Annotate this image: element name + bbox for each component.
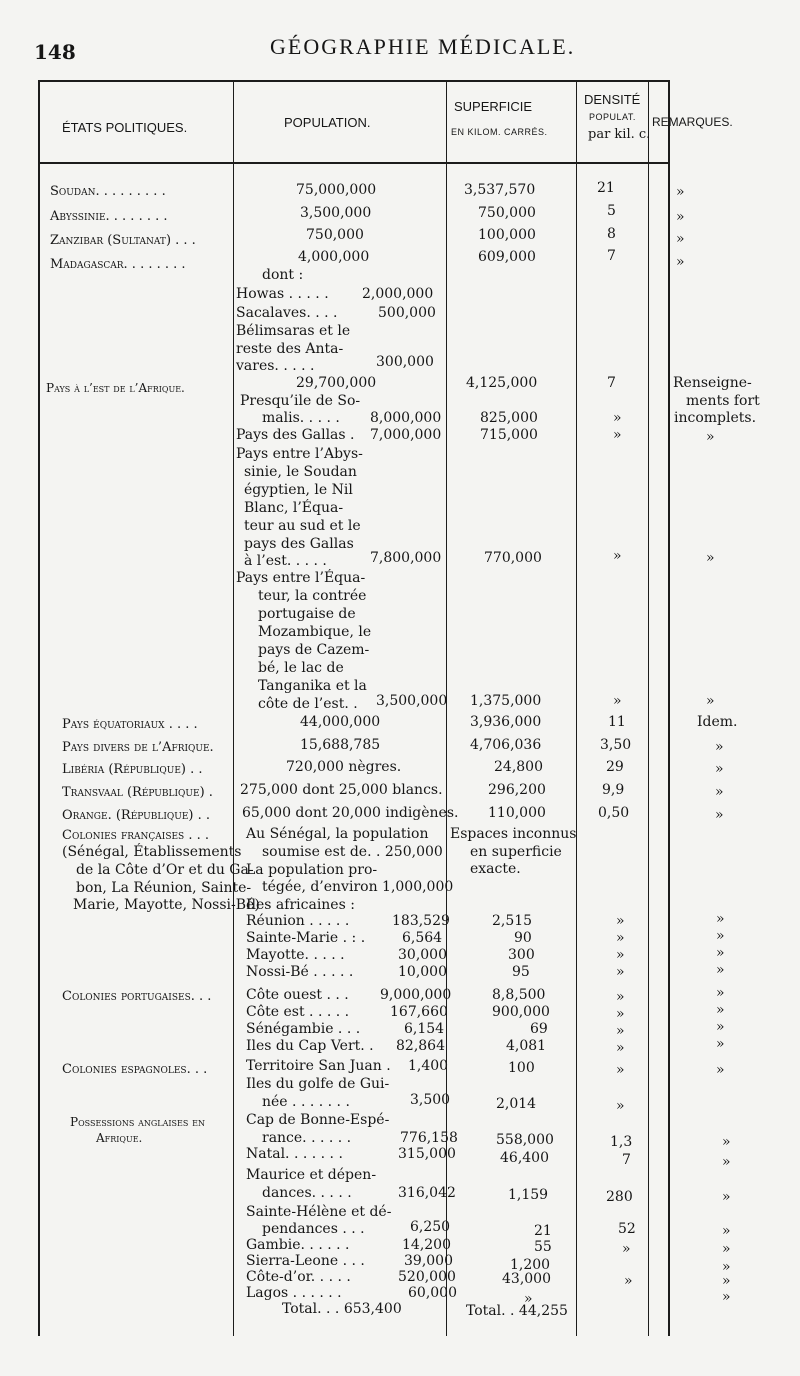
density-value: 3,50: [600, 737, 632, 753]
total-area: Total. . 44,255: [466, 1303, 568, 1319]
remark: »: [722, 1134, 731, 1150]
remark: »: [722, 1223, 731, 1239]
sub-label: teur au sud et le: [244, 518, 361, 534]
area-value: 296,200: [488, 782, 546, 798]
remark: »: [722, 1241, 731, 1257]
density-value: 7: [607, 248, 616, 264]
remark: »: [716, 1062, 725, 1078]
sub-value: 6,564: [402, 930, 443, 946]
sub-label: bé, le lac de: [258, 660, 344, 676]
sub-label: Maurice et dépen-: [246, 1167, 377, 1183]
state-name: Colonies portugaises. . .: [62, 989, 212, 1004]
remark: »: [716, 1036, 725, 1052]
area-value: 609,000: [478, 249, 536, 265]
population-note: tégée, d’environ 1,000,000: [262, 879, 454, 895]
density-value: »: [616, 1098, 625, 1114]
remark: »: [715, 784, 724, 800]
sub-label: Bélimsaras et le: [236, 323, 351, 339]
sub-label: Réunion . . . . .: [246, 913, 350, 929]
remark: »: [716, 1019, 725, 1035]
sub-label: Côte-d’or. . . . .: [246, 1269, 351, 1285]
population-note: Au Sénégal, la population: [246, 826, 429, 842]
sub-label: Howas . . . . .: [236, 286, 329, 302]
area-value: 1,159: [508, 1187, 549, 1203]
remark: »: [676, 209, 685, 225]
sub-label: Sierra-Leone . . .: [246, 1253, 365, 1269]
area-value: 750,000: [478, 205, 536, 221]
density-value: 7: [607, 375, 616, 391]
area-value: 3,936,000: [470, 714, 542, 730]
population-value: 75,000,000: [296, 182, 377, 198]
area-value: 43,000: [502, 1271, 551, 1287]
density-value: 7: [622, 1152, 631, 1168]
area-value: 110,000: [488, 805, 546, 821]
population-value: 15,688,785: [300, 737, 381, 753]
density-value: »: [616, 964, 625, 980]
area-value: 900,000: [492, 1004, 550, 1020]
density-value: »: [613, 410, 622, 426]
density-value: »: [616, 989, 625, 1005]
sub-label: Sainte-Marie . : .: [246, 930, 366, 946]
remark: Idem.: [697, 714, 738, 730]
area-value: 100: [508, 1060, 535, 1076]
area-value: 100,000: [478, 227, 536, 243]
area-value: 715,000: [480, 427, 538, 443]
sub-label: reste des Anta-: [236, 341, 344, 357]
sub-value: 82,864: [396, 1038, 445, 1054]
sub-label: Mayotte. . . . .: [246, 947, 345, 963]
density-value: »: [616, 930, 625, 946]
remark: »: [715, 761, 724, 777]
density-value: »: [613, 548, 622, 564]
area-value: 1,375,000: [470, 693, 542, 709]
sub-label: pendances . . .: [262, 1221, 365, 1237]
header-etats: ÉTATS POLITIQUES.: [62, 120, 188, 135]
sub-label: teur, la contrée: [258, 588, 367, 604]
state-name: Soudan. . . . . . . . .: [50, 184, 166, 199]
population-value: 4,000,000: [298, 249, 370, 265]
sub-label: Gambie. . . . . .: [246, 1237, 350, 1253]
density-value: 5: [607, 203, 616, 219]
area-value: 95: [512, 964, 530, 980]
sub-label: Sacalaves. . . .: [236, 305, 338, 321]
sub-label: Pays entre l’Abys-: [236, 446, 363, 462]
density-value: 8: [607, 226, 616, 242]
area-value: 69: [530, 1021, 548, 1037]
state-name: Pays équatoriaux . . . .: [62, 717, 198, 732]
remark: »: [676, 184, 685, 200]
remark: »: [715, 807, 724, 823]
remark: »: [716, 1002, 725, 1018]
sub-value: 315,000: [398, 1146, 456, 1162]
remark: »: [716, 985, 725, 1001]
sub-value: 14,200: [402, 1237, 451, 1253]
table-right-rule: [668, 80, 670, 1336]
state-name: Orange. (République) . .: [62, 808, 211, 823]
population-value: 29,700,000: [296, 375, 377, 391]
state-name: Transvaal (République) .: [62, 785, 213, 800]
sub-label: Côte est . . . . .: [246, 1004, 350, 1020]
sub-value: 9,000,000: [380, 987, 452, 1003]
density-value: 1,3: [610, 1134, 633, 1150]
sub-label: portugaise de: [258, 606, 356, 622]
area-value: 2,515: [492, 913, 533, 929]
sub-value: 300,000: [376, 354, 434, 370]
running-head: GÉOGRAPHIE MÉDICALE.: [270, 34, 576, 59]
area-value: 825,000: [480, 410, 538, 426]
state-name: Zanzibar (Sultanat) . . .: [50, 233, 196, 248]
population-value: 750,000: [306, 227, 364, 243]
state-note: Marie, Mayotte, Nossi-Bé): [73, 897, 260, 913]
sub-value: 3,500: [410, 1092, 451, 1108]
sub-label: Lagos . . . . . .: [246, 1285, 342, 1301]
density-value: 29: [606, 759, 624, 775]
sub-value: 3,500,000: [376, 693, 448, 709]
sub-label: malis. . . . .: [262, 410, 340, 426]
remark: »: [676, 231, 685, 247]
sub-label: Pays des Gallas .: [236, 427, 355, 443]
sub-value: 39,000: [404, 1253, 453, 1269]
density-value: 9,9: [602, 782, 625, 798]
remark: »: [722, 1154, 731, 1170]
sub-label: Côte ouest . . .: [246, 987, 349, 1003]
sub-label: à l’est. . . . .: [244, 553, 327, 569]
population-value: 275,000 dont 25,000 blancs.: [240, 782, 443, 798]
area-value: 3,537,570: [464, 182, 536, 198]
state-name: Possessions anglaises en: [70, 1115, 205, 1129]
density-value: »: [616, 1023, 625, 1039]
state-name: Abyssinie. . . . . . . .: [50, 209, 168, 224]
sub-label: Iles du golfe de Gui-: [246, 1076, 390, 1092]
area-value: 46,400: [500, 1150, 549, 1166]
density-value: »: [616, 947, 625, 963]
sub-label: rance. . . . . .: [262, 1130, 352, 1146]
area-value: 8,8,500: [492, 987, 546, 1003]
sub-label: égyptien, le Nil: [244, 482, 353, 498]
header-densite-unit: par kil. c.: [588, 127, 651, 142]
sub-label: Natal. . . . . . .: [246, 1146, 343, 1162]
sub-label: sinie, le Soudan: [244, 464, 357, 480]
remark: »: [716, 945, 725, 961]
density-value: »: [613, 427, 622, 443]
sub-label: Blanc, l’Équa-: [244, 500, 344, 516]
sub-label: dances. . . . .: [262, 1185, 352, 1201]
area-value: 770,000: [484, 550, 542, 566]
population-value: 3,500,000: [300, 205, 372, 221]
state-note: (Sénégal, Établissements: [62, 844, 242, 860]
header-population: POPULATION.: [284, 115, 371, 130]
density-value: »: [613, 693, 622, 709]
area-value: 300: [508, 947, 535, 963]
state-name: Pays divers de l’Afrique.: [62, 740, 214, 755]
sub-label: Iles du Cap Vert. .: [246, 1038, 374, 1054]
population-note: La population pro-: [246, 862, 378, 878]
sub-value: 500,000: [378, 305, 436, 321]
density-value: »: [616, 1062, 625, 1078]
state-note: bon, La Réunion, Sainte-: [76, 880, 252, 896]
area-value: 24,800: [494, 759, 543, 775]
sub-label: Mozambique, le: [258, 624, 372, 640]
table-left-rule: [38, 80, 40, 1336]
area-value: 55: [534, 1239, 552, 1255]
sub-label: Nossi-Bé . . . . .: [246, 964, 354, 980]
sub-label: côte de l’est. .: [258, 696, 358, 712]
remark: »: [722, 1189, 731, 1205]
sub-label: Sénégambie . . .: [246, 1021, 361, 1037]
sub-label: Tanganika et la: [258, 678, 367, 694]
remark: Renseigne-: [673, 375, 752, 391]
column-rule-3: [576, 80, 577, 1336]
sub-label: Pays entre l’Équa-: [236, 570, 366, 586]
remark: »: [676, 254, 685, 270]
density-value: 280: [606, 1189, 633, 1205]
sub-value: 776,158: [400, 1130, 458, 1146]
state-name: Afrique.: [96, 1131, 143, 1145]
page-number: 148: [34, 40, 76, 64]
density-value: »: [616, 1040, 625, 1056]
sub-value: 60,000: [408, 1285, 457, 1301]
remark: »: [706, 429, 715, 445]
density-value: »: [622, 1241, 631, 1257]
state-name: Colonies françaises . . .: [62, 828, 210, 843]
sub-label: née . . . . . . .: [262, 1094, 350, 1110]
total-population: Total. . . 653,400: [282, 1301, 402, 1317]
population-value: 44,000,000: [300, 714, 381, 730]
area-value: 21: [534, 1223, 552, 1239]
header-densite: DENSITÉ: [584, 92, 641, 107]
area-note: en superficie: [470, 844, 562, 860]
sub-value: 316,042: [398, 1185, 456, 1201]
state-name: Madagascar. . . . . . . .: [50, 257, 186, 272]
sub-label: Territoire San Juan .: [246, 1058, 391, 1074]
sub-value: 183,529: [392, 913, 450, 929]
area-value: 90: [514, 930, 532, 946]
density-value: 52: [618, 1221, 636, 1237]
sub-label: Presqu’ile de So-: [240, 393, 361, 409]
remark: »: [706, 693, 715, 709]
remark: »: [706, 550, 715, 566]
sub-value: 6,154: [404, 1021, 445, 1037]
sub-label: Cap de Bonne-Espé-: [246, 1112, 390, 1128]
remark: »: [722, 1259, 731, 1275]
density-value: »: [616, 913, 625, 929]
area-note: exacte.: [470, 861, 521, 877]
density-value: 11: [608, 714, 626, 730]
population-note: Iles africaines :: [246, 897, 355, 913]
header-densite-sub: POPULAT.: [589, 112, 636, 122]
density-value: 21: [597, 180, 615, 196]
header-superficie: SUPERFICIE: [454, 99, 533, 114]
state-name: Libéria (République) . .: [62, 762, 203, 777]
sub-label: pays de Cazem-: [258, 642, 370, 658]
population-value: 720,000 nègres.: [286, 759, 402, 775]
header-remarques: REMARQUES.: [652, 115, 733, 129]
sub-value: 8,000,000: [370, 410, 442, 426]
remark: »: [722, 1289, 731, 1305]
density-value: »: [616, 1006, 625, 1022]
area-value: 1,200: [510, 1257, 551, 1273]
remark: incomplets.: [674, 410, 757, 426]
sub-value: 7,800,000: [370, 550, 442, 566]
sub-label: pays des Gallas: [244, 536, 354, 552]
density-value: »: [624, 1273, 633, 1289]
column-rule-1: [233, 80, 234, 1336]
remark: »: [722, 1273, 731, 1289]
area-value: 2,014: [496, 1096, 537, 1112]
area-value: »: [524, 1291, 533, 1307]
sub-label: vares. . . . .: [236, 358, 315, 374]
header-superficie-sub: EN KILOM. CARRÉS.: [451, 127, 548, 137]
state-note: de la Côte d’Or et du Ga-: [76, 862, 254, 878]
area-value: 558,000: [496, 1132, 554, 1148]
sub-value: 6,250: [410, 1219, 451, 1235]
sub-value: 520,000: [398, 1269, 456, 1285]
sub-value: 7,000,000: [370, 427, 442, 443]
remark: »: [716, 962, 725, 978]
remark: »: [716, 911, 725, 927]
area-value: 4,125,000: [466, 375, 538, 391]
population-note: soumise est de. . 250,000: [262, 844, 443, 860]
area-note: Espaces inconnus: [450, 826, 577, 842]
sub-value: 30,000: [398, 947, 447, 963]
sub-value: 1,400: [408, 1058, 449, 1074]
remark: »: [716, 928, 725, 944]
area-value: 4,081: [506, 1038, 547, 1054]
sub-value: 2,000,000: [362, 286, 434, 302]
sub-label: dont :: [262, 267, 304, 283]
sub-label: Sainte-Hélène et dé-: [246, 1204, 392, 1220]
population-value: 65,000 dont 20,000 indigènes.: [242, 805, 459, 821]
remark: ments fort: [686, 393, 760, 409]
state-name: Colonies espagnoles. . .: [62, 1062, 208, 1077]
remark: »: [715, 739, 724, 755]
state-name: Pays à l’est de l’Afrique.: [46, 381, 185, 395]
density-value: 0,50: [598, 805, 630, 821]
area-value: 4,706,036: [470, 737, 542, 753]
sub-value: 167,660: [390, 1004, 448, 1020]
sub-value: 10,000: [398, 964, 447, 980]
column-rule-4: [648, 80, 649, 1336]
